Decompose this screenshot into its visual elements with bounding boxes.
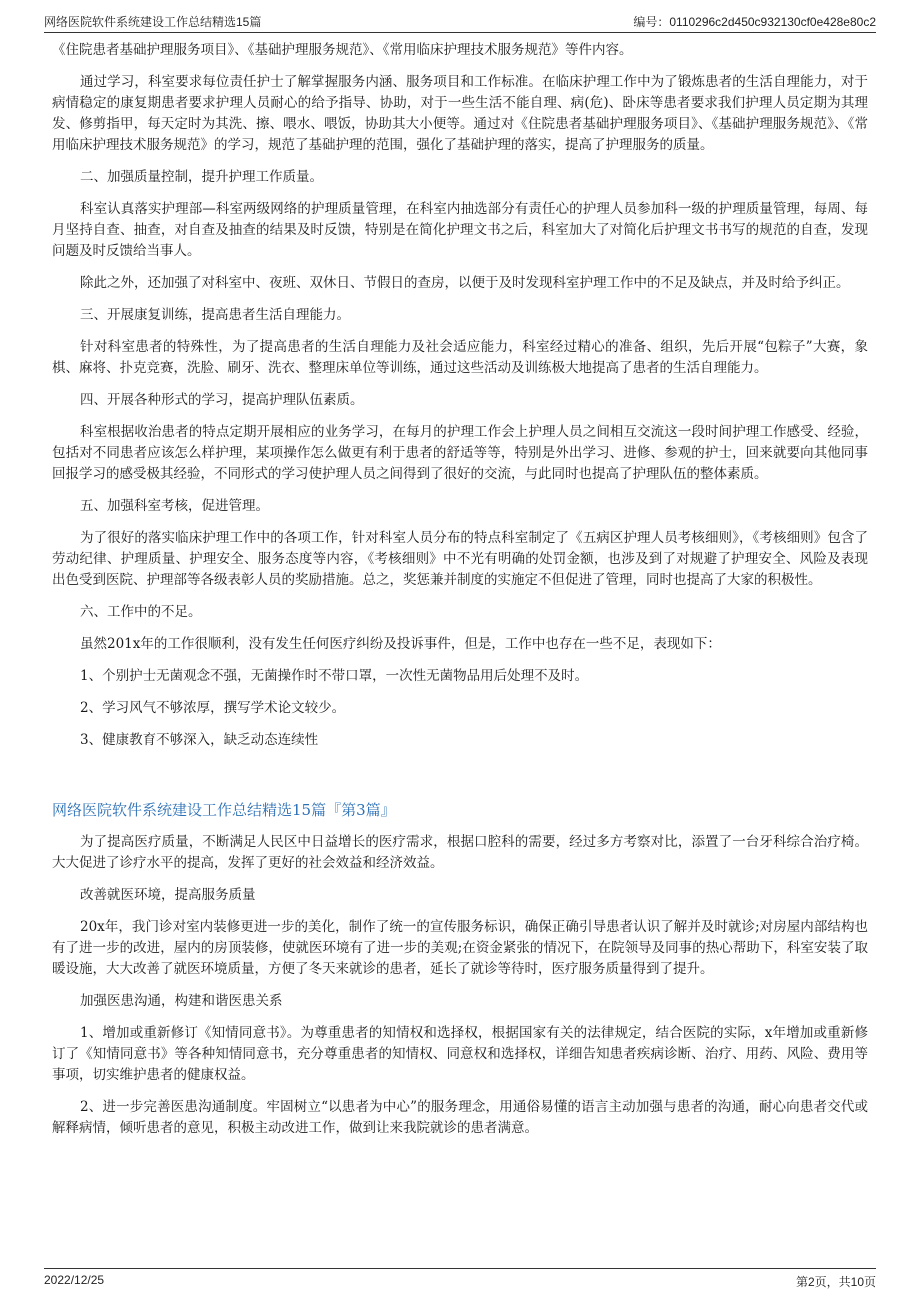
- paragraph: 为了提高医疗质量，不断满足人民区中日益增长的医疗需求，根据口腔科的需要，经过多方考察对比，添置了一台牙科综合治疗椅。大大促进了诊疗水平的提高，发挥了更好的社会效益和经济效益。: [52, 834, 868, 871]
- list-item: 2、学习风气不够浓厚，撰写学术论文较少。: [80, 700, 346, 716]
- document-body: [52, 40, 868, 1139]
- paragraph: 除此之外，还加强了对科室中、夜班、双休日、节假日的查房，以便于及时发现科室护理工作中的不足及缺点，并及时给予纠正。: [80, 275, 850, 291]
- paragraph: 通过学习，科室要求每位责任护士了解掌握服务内涵、服务项目和工作标准。在临床护理工作中为了锻炼患者的生活自理能力，对于病情稳定的康复期患者要求护理人员耐心的给予指导、协助，对于一些生活不能自理、病(危)、卧床等患者要求我们护理人员定期为其理发、修剪指甲，每天定时为其洗、擦、喂水、喂饭，协助其大小便等。通过对《住院患者基础护理服务项目》、《基础护理服务规范》、《常用临床护理技术服务规范》的学习，规范了基础护理的范围，强化了基础护理的落实，提高了护理服务的质量。: [52, 74, 868, 153]
- paragraph: 20x年，我门诊对室内装修更进一步的美化，制作了统一的宣传服务标识，确保正确引导患者认识了解并及时就诊;对房屋内部结构也有了进一步的改进，屋内的房顶装修，使就医环境有了进一步的美观;在资金紧张的情况下，在院领导及同事的热心帮助下，科室安装了取暖设施，大大改善了就医环境质量，方便了冬天来就诊的患者，延长了就诊等待时，医疗服务质量得到了提升。: [52, 919, 868, 977]
- section-heading: 四、开展各种形式的学习，提高护理队伍素质。: [80, 392, 364, 408]
- paragraph: 科室认真落实护理部—科室两级网络的护理质量管理，在科室内抽选部分有责任心的护理人员参加科一级的护理质量管理，每周、每月坚持自查、抽查，对自查及抽查的结果及时反馈，特别是在简化护理文书之后，科室加大了对简化后护理文书书写的规范的自查，发现问题及时反馈给当事人。: [52, 201, 868, 259]
- document-title: 网络医院软件系统建设工作总结精选15篇: [44, 15, 262, 29]
- section-heading: 加强医患沟通，构建和谐医患关系: [80, 993, 283, 1009]
- footer-date: 2022/12/25: [44, 1273, 105, 1287]
- document-code: 编号：0110296c2d450c932130cf0e428e80c2: [633, 15, 876, 29]
- list-item: 1、个别护士无菌观念不强，无菌操作时不带口罩，一次性无菌物品用后处理不及时。: [80, 668, 589, 684]
- paragraph: 1、增加或重新修订《知情同意书》。为尊重患者的知情权和选择权，根据国家有关的法律规定，结合医院的实际，x年增加或重新修订了《知情同意书》等各种知情同意书，充分尊重患者的知情权、同意权和选择权，详细告知患者疾病诊断、治疗、用药、风险、费用等事项，切实维护患者的健康权益。: [52, 1025, 868, 1083]
- paragraph: 科室根据收治患者的特点定期开展相应的业务学习，在每月的护理工作会上护理人员之间相互交流这一段时间护理工作感受、经验，包括对不同患者应该怎么样护理，某项操作怎么做更有利于患者的舒适等等，特别是外出学习、进修、参观的护士，回来就要向其他同事回报学习的感受极其经验，不同形式的学习使护理人员之间得到了很好的交流，与此同时也提高了护理队伍的整体素质。: [52, 424, 868, 482]
- paragraph: 2、进一步完善医患沟通制度。牢固树立“以患者为中心”的服务理念，用通俗易懂的语言主动加强与患者的沟通，耐心向患者交代或解释病情，倾听患者的意见，积极主动改进工作，做到让来我院就诊的患者满意。: [52, 1099, 868, 1136]
- article-title: 网络医院软件系统建设工作总结精选15篇『第3篇』: [52, 801, 396, 819]
- paragraph: 《住院患者基础护理服务项目》、《基础护理服务规范》、《常用临床护理技术服务规范》等件内容。: [52, 42, 633, 58]
- section-heading: 改善就医环境，提高服务质量: [80, 887, 256, 903]
- section-heading: 五、加强科室考核，促进管理。: [80, 498, 269, 514]
- section-heading: 二、加强质量控制，提升护理工作质量。: [80, 169, 323, 185]
- paragraph: 虽然201x年的工作很顺利，没有发生任何医疗纠纷及投诉事件，但是，工作中也存在一些不足，表现如下：: [80, 636, 721, 652]
- paragraph: 针对科室患者的特殊性，为了提高患者的生活自理能力及社会适应能力，科室经过精心的准备、组织，先后开展“包粽子”大赛，象棋、麻将、扑克竞赛，洗脸、刷牙、洗衣、整理床单位等训练，通过这些活动及训练极大地提高了患者的生活自理能力。: [52, 339, 868, 376]
- list-item: 3、健康教育不够深入，缺乏动态连续性: [80, 732, 319, 748]
- paragraph: 为了很好的落实临床护理工作中的各项工作，针对科室人员分布的特点科室制定了《五病区护理人员考核细则》，《考核细则》包含了劳动纪律、护理质量、护理安全、服务态度等内容，《考核细则》中不光有明确的处罚金额，也涉及到了对规避了护理安全、风险及表现出色受到医院、护理部等各级表彰人员的奖励措施。总之，奖惩兼并制度的实施定不但促进了管理，同时也提高了大家的积极性。: [52, 530, 868, 588]
- section-heading: 三、开展康复训练，提高患者生活自理能力。: [80, 307, 350, 323]
- page-header: [44, 10, 876, 33]
- section-heading: 六、工作中的不足。: [80, 604, 202, 620]
- page-footer: [44, 1268, 876, 1293]
- page-number: 第2页，共10页: [795, 1275, 876, 1289]
